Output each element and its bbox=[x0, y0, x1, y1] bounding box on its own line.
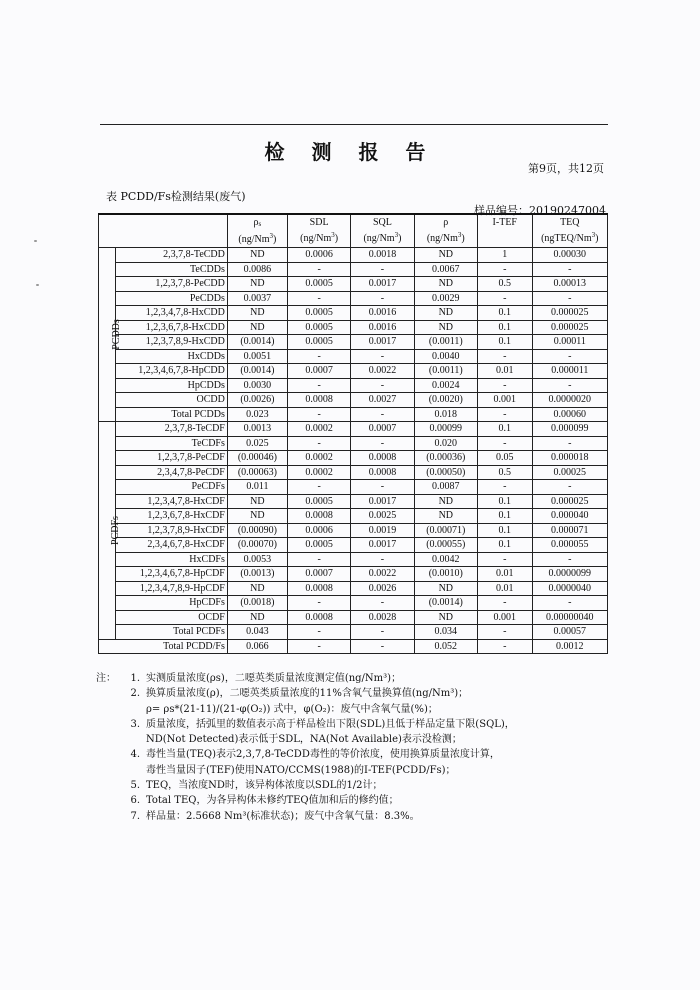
header-sql: SQL (ng/Nm$^3$) bbox=[351, 214, 414, 248]
value-cell: 0.000025 bbox=[532, 306, 607, 321]
value-cell: (0.0014) bbox=[227, 364, 287, 379]
value-cell: (0.00050) bbox=[414, 465, 477, 480]
value-cell: ND bbox=[414, 610, 477, 625]
value-cell: - bbox=[532, 291, 607, 306]
table-row bbox=[99, 596, 608, 611]
value-cell: 0.0006 bbox=[287, 248, 350, 263]
value-cell: (0.0020) bbox=[414, 393, 477, 408]
value-cell: 0.0008 bbox=[287, 610, 350, 625]
value-cell: - bbox=[351, 480, 414, 495]
value-cell: 0.0005 bbox=[287, 320, 350, 335]
table-row bbox=[99, 567, 608, 582]
value-cell: 0.00057 bbox=[532, 625, 607, 640]
table-row bbox=[99, 248, 608, 263]
value-cell: 0.0002 bbox=[287, 465, 350, 480]
value-cell: 0.0027 bbox=[351, 393, 414, 408]
compound-name-cell: HxCDDs bbox=[116, 349, 227, 364]
value-cell: 0.01 bbox=[477, 581, 532, 596]
header-blank bbox=[99, 214, 228, 248]
value-cell: - bbox=[477, 262, 532, 277]
value-cell: 0.0042 bbox=[414, 552, 477, 567]
header-rho: ρ (ng/Nm$^3$) bbox=[414, 214, 477, 248]
value-cell: 0.025 bbox=[227, 436, 287, 451]
value-cell: 0.0008 bbox=[287, 509, 350, 524]
value-cell: 0.0000099 bbox=[532, 567, 607, 582]
value-cell: 0.000025 bbox=[532, 320, 607, 335]
value-cell: 0.01 bbox=[477, 364, 532, 379]
value-cell: 0.1 bbox=[477, 320, 532, 335]
note-text: 样品量：2.5668 Nm³(标准状态)；废气中含氧气量：8.3%。 bbox=[146, 810, 420, 822]
value-cell: - bbox=[351, 596, 414, 611]
table-row bbox=[99, 494, 608, 509]
value-cell: 0.1 bbox=[477, 422, 532, 437]
value-cell: - bbox=[477, 436, 532, 451]
value-cell: 0.000011 bbox=[532, 364, 607, 379]
table-row bbox=[99, 393, 608, 408]
value-cell: ND bbox=[227, 320, 287, 335]
header-itef: I-TEF bbox=[477, 214, 532, 248]
group-pcdfs-label: PCDFs bbox=[109, 515, 121, 545]
value-cell: - bbox=[287, 291, 350, 306]
value-cell: 0.0016 bbox=[351, 320, 414, 335]
value-cell: (0.00071) bbox=[414, 523, 477, 538]
value-cell: ND bbox=[414, 248, 477, 263]
value-cell: 0.034 bbox=[414, 625, 477, 640]
value-cell: (0.00055) bbox=[414, 538, 477, 553]
value-cell: - bbox=[477, 625, 532, 640]
value-cell: - bbox=[532, 552, 607, 567]
value-cell: ND bbox=[227, 277, 287, 292]
results-table bbox=[98, 213, 608, 654]
table-row bbox=[99, 277, 608, 292]
note-line bbox=[96, 686, 616, 701]
value-cell: - bbox=[287, 596, 350, 611]
value-cell: 1 bbox=[477, 248, 532, 263]
table-row bbox=[99, 625, 608, 640]
compound-name-cell: 1,2,3,4,7,8-HxCDF bbox=[116, 494, 227, 509]
value-cell: - bbox=[532, 262, 607, 277]
value-cell: ND bbox=[414, 494, 477, 509]
value-cell: - bbox=[287, 639, 350, 654]
table-row bbox=[99, 306, 608, 321]
note-line bbox=[96, 732, 616, 747]
value-cell: 0.052 bbox=[414, 639, 477, 654]
value-cell: 0.00013 bbox=[532, 277, 607, 292]
value-cell: 0.0007 bbox=[351, 422, 414, 437]
value-cell: - bbox=[287, 436, 350, 451]
value-cell: - bbox=[351, 436, 414, 451]
compound-name-cell: Total PCDFs bbox=[116, 625, 227, 640]
note-line bbox=[96, 778, 616, 793]
table-row bbox=[99, 451, 608, 466]
note-line bbox=[96, 793, 616, 808]
table-row bbox=[99, 610, 608, 625]
value-cell: 0.0024 bbox=[414, 378, 477, 393]
value-cell: 0.1 bbox=[477, 306, 532, 321]
value-cell: 0.0008 bbox=[287, 581, 350, 596]
value-cell: (0.0026) bbox=[227, 393, 287, 408]
table-row bbox=[99, 320, 608, 335]
value-cell: 0.001 bbox=[477, 393, 532, 408]
value-cell: 0.000040 bbox=[532, 509, 607, 524]
header-rho-s: ρs (ng/Nm$^3$) bbox=[227, 214, 287, 248]
table-row bbox=[99, 291, 608, 306]
value-cell: - bbox=[351, 407, 414, 422]
value-cell: 0.0051 bbox=[227, 349, 287, 364]
compound-name-cell: PeCDDs bbox=[116, 291, 227, 306]
value-cell: ND bbox=[227, 494, 287, 509]
sample-number: 样品编号：20190247004 bbox=[474, 204, 606, 217]
compound-name-cell: OCDD bbox=[116, 393, 227, 408]
compound-name-cell: Total PCDDs bbox=[116, 407, 227, 422]
value-cell: 0.0017 bbox=[351, 335, 414, 350]
value-cell: 0.0017 bbox=[351, 494, 414, 509]
value-cell: 0.0016 bbox=[351, 306, 414, 321]
value-cell: - bbox=[532, 596, 607, 611]
scan-speck bbox=[34, 240, 37, 242]
value-cell: 0.1 bbox=[477, 494, 532, 509]
value-cell: 0.0017 bbox=[351, 538, 414, 553]
value-cell: (0.00046) bbox=[227, 451, 287, 466]
value-cell: - bbox=[477, 407, 532, 422]
table-row bbox=[99, 436, 608, 451]
value-cell: (0.0011) bbox=[414, 335, 477, 350]
value-cell: 0.001 bbox=[477, 610, 532, 625]
value-cell: 0.0000040 bbox=[532, 581, 607, 596]
value-cell: - bbox=[287, 625, 350, 640]
table-row bbox=[99, 581, 608, 596]
value-cell: 0.0029 bbox=[414, 291, 477, 306]
value-cell: - bbox=[477, 552, 532, 567]
table-row bbox=[99, 422, 608, 437]
value-cell: 0.0008 bbox=[351, 451, 414, 466]
compound-name-cell: 1,2,3,4,6,7,8-HpCDF bbox=[116, 567, 227, 582]
value-cell: ND bbox=[414, 509, 477, 524]
value-cell: ND bbox=[227, 509, 287, 524]
compound-name-cell: OCDF bbox=[116, 610, 227, 625]
value-cell: - bbox=[351, 262, 414, 277]
value-cell: 0.023 bbox=[227, 407, 287, 422]
value-cell: - bbox=[477, 291, 532, 306]
value-cell: 0.5 bbox=[477, 277, 532, 292]
value-cell: ND bbox=[414, 306, 477, 321]
value-cell: (0.0013) bbox=[227, 567, 287, 582]
value-cell: - bbox=[532, 436, 607, 451]
value-cell: (0.0010) bbox=[414, 567, 477, 582]
value-cell: 0.0040 bbox=[414, 349, 477, 364]
value-cell: 0.0005 bbox=[287, 306, 350, 321]
value-cell: 0.0030 bbox=[227, 378, 287, 393]
value-cell: 0.0000020 bbox=[532, 393, 607, 408]
value-cell: - bbox=[351, 291, 414, 306]
note-line bbox=[96, 747, 616, 762]
compound-name-cell: 2,3,7,8-TeCDD bbox=[116, 248, 227, 263]
note-number: 5. bbox=[130, 780, 140, 792]
table-row bbox=[99, 335, 608, 350]
note-text: 毒性当量因子(TEF)使用NATO/CCMS(1988)的I-TEF(PCDD/Fs)； bbox=[146, 764, 456, 776]
value-cell: - bbox=[532, 349, 607, 364]
value-cell: 0.0022 bbox=[351, 364, 414, 379]
value-cell: - bbox=[351, 639, 414, 654]
table-row bbox=[99, 407, 608, 422]
value-cell: - bbox=[287, 407, 350, 422]
value-cell: 0.0012 bbox=[532, 639, 607, 654]
compound-name-cell: 1,2,3,7,8-PeCDD bbox=[116, 277, 227, 292]
value-cell: 0.0053 bbox=[227, 552, 287, 567]
value-cell: 0.0018 bbox=[351, 248, 414, 263]
table-header-row bbox=[99, 214, 608, 248]
value-cell: 0.0007 bbox=[287, 364, 350, 379]
compound-name-cell: PeCDFs bbox=[116, 480, 227, 495]
value-cell: 0.0028 bbox=[351, 610, 414, 625]
value-cell: 0.00000040 bbox=[532, 610, 607, 625]
value-cell: ND bbox=[414, 277, 477, 292]
compound-name-cell: HpCDDs bbox=[116, 378, 227, 393]
compound-name-cell: 2,3,7,8-TeCDF bbox=[116, 422, 227, 437]
value-cell: 0.043 bbox=[227, 625, 287, 640]
table-row bbox=[99, 349, 608, 364]
value-cell: - bbox=[351, 625, 414, 640]
value-cell: 0.00030 bbox=[532, 248, 607, 263]
compound-name-cell: HpCDFs bbox=[116, 596, 227, 611]
compound-name-cell: HxCDFs bbox=[116, 552, 227, 567]
table-caption: 表 PCDD/Fs检测结果(废气) bbox=[106, 190, 246, 203]
value-cell: - bbox=[532, 480, 607, 495]
value-cell: (0.0018) bbox=[227, 596, 287, 611]
value-cell: ND bbox=[227, 581, 287, 596]
group-pcdds bbox=[99, 248, 122, 422]
page-title: 检 测 报 告 bbox=[264, 140, 436, 164]
value-cell: 0.0017 bbox=[351, 277, 414, 292]
value-cell: 0.018 bbox=[414, 407, 477, 422]
value-cell: 0.0005 bbox=[287, 335, 350, 350]
group-pcdds-label: PCDDs bbox=[110, 319, 122, 350]
note-text: ND(Not Detected)表示低于SDL，NA(Not Available)表示没检测； bbox=[146, 734, 462, 746]
scan-speck bbox=[36, 284, 39, 286]
compound-name-cell: 1,2,3,4,7,8-HxCDD bbox=[116, 306, 227, 321]
value-cell: 0.0006 bbox=[287, 523, 350, 538]
value-cell: ND bbox=[227, 248, 287, 263]
total-label-cell: Total PCDD/Fs bbox=[99, 639, 228, 654]
value-cell: 0.00025 bbox=[532, 465, 607, 480]
value-cell: 0.0002 bbox=[287, 422, 350, 437]
value-cell: ND bbox=[227, 610, 287, 625]
total-row bbox=[99, 639, 608, 654]
note-text: 换算质量浓度(ρ)，二噁英类质量浓度的11%含氧气量换算值(ng/Nm³)； bbox=[146, 688, 469, 700]
value-cell: 0.000071 bbox=[532, 523, 607, 538]
value-cell: 0.1 bbox=[477, 509, 532, 524]
value-cell: 0.0005 bbox=[287, 538, 350, 553]
value-cell: 0.011 bbox=[227, 480, 287, 495]
compound-name-cell: 2,3,4,7,8-PeCDF bbox=[116, 465, 227, 480]
value-cell: 0.0087 bbox=[414, 480, 477, 495]
value-cell: 0.000025 bbox=[532, 494, 607, 509]
value-cell: (0.0014) bbox=[227, 335, 287, 350]
value-cell: - bbox=[532, 378, 607, 393]
value-cell: - bbox=[287, 349, 350, 364]
table-row bbox=[99, 509, 608, 524]
note-number: 6. bbox=[130, 795, 140, 807]
compound-name-cell: 1,2,3,4,7,8,9-HpCDF bbox=[116, 581, 227, 596]
value-cell: - bbox=[287, 552, 350, 567]
value-cell: - bbox=[287, 378, 350, 393]
note-text: 实测质量浓度(ρs)，二噁英类质量浓度测定值(ng/Nm³)； bbox=[146, 673, 402, 684]
table-row bbox=[99, 378, 608, 393]
value-cell: (0.00070) bbox=[227, 538, 287, 553]
value-cell: 0.01 bbox=[477, 567, 532, 582]
value-cell: 0.0067 bbox=[414, 262, 477, 277]
table-row bbox=[99, 523, 608, 538]
value-cell: 0.1 bbox=[477, 335, 532, 350]
value-cell: 0.00060 bbox=[532, 407, 607, 422]
header-rule bbox=[100, 124, 608, 125]
note-line bbox=[96, 809, 616, 824]
table-row bbox=[99, 552, 608, 567]
compound-name-cell: TeCDFs bbox=[116, 436, 227, 451]
value-cell: 0.05 bbox=[477, 451, 532, 466]
value-cell: (0.00090) bbox=[227, 523, 287, 538]
compound-name-cell: 1,2,3,7,8-PeCDF bbox=[116, 451, 227, 466]
note-number: 7. bbox=[130, 810, 140, 822]
value-cell: (0.0014) bbox=[414, 596, 477, 611]
value-cell: ND bbox=[227, 306, 287, 321]
value-cell: 0.066 bbox=[227, 639, 287, 654]
value-cell: 0.0022 bbox=[351, 567, 414, 582]
value-cell: 0.020 bbox=[414, 436, 477, 451]
note-line bbox=[96, 763, 616, 778]
header-sdl: SDL (ng/Nm$^3$) bbox=[287, 214, 350, 248]
note-text: TEQ，当浓度ND时，该异构体浓度以SDL的1/2计； bbox=[146, 780, 383, 792]
value-cell: 0.0005 bbox=[287, 277, 350, 292]
value-cell: 0.0007 bbox=[287, 567, 350, 582]
value-cell: 0.0002 bbox=[287, 451, 350, 466]
value-cell: 0.0008 bbox=[351, 465, 414, 480]
compound-name-cell: 1,2,3,7,8,9-HxCDF bbox=[116, 523, 227, 538]
value-cell: - bbox=[477, 378, 532, 393]
value-cell: (0.00063) bbox=[227, 465, 287, 480]
value-cell: 0.1 bbox=[477, 523, 532, 538]
table-row bbox=[99, 262, 608, 277]
value-cell: - bbox=[477, 480, 532, 495]
note-text: ρ= ρs*(21-11)/(21-φ(O₂)) 式中，φ(O₂)：废气中含氧气量(%)； bbox=[146, 703, 438, 715]
note-text: 质量浓度，括弧里的数值表示高于样品检出下限(SDL)且低于样品定量下限(SQL)， bbox=[146, 718, 515, 730]
table-row bbox=[99, 538, 608, 553]
note-number: 3. bbox=[130, 718, 140, 730]
value-cell: 0.1 bbox=[477, 538, 532, 553]
note-number: 2. bbox=[130, 688, 140, 700]
header-teq: TEQ (ngTEQ/Nm$^3$) bbox=[532, 214, 607, 248]
note-line bbox=[96, 717, 616, 732]
value-cell: - bbox=[477, 349, 532, 364]
value-cell: 0.0019 bbox=[351, 523, 414, 538]
value-cell: - bbox=[477, 639, 532, 654]
notes-section bbox=[96, 671, 616, 824]
compound-name-cell: 1,2,3,6,7,8-HxCDF bbox=[116, 509, 227, 524]
value-cell: (0.0011) bbox=[414, 364, 477, 379]
value-cell: 0.00099 bbox=[414, 422, 477, 437]
value-cell: 0.0005 bbox=[287, 494, 350, 509]
page-number: 第9页，共12页 bbox=[528, 162, 604, 175]
value-cell: - bbox=[477, 596, 532, 611]
note-text: 毒性当量(TEQ)表示2,3,7,8-TeCDD毒性的等价浓度，使用换算质量浓度计算， bbox=[146, 749, 500, 761]
note-line bbox=[96, 671, 616, 686]
compound-name-cell: TeCDDs bbox=[116, 262, 227, 277]
notes-label: 注： bbox=[96, 673, 116, 684]
note-line bbox=[96, 702, 616, 717]
note-text: Total TEQ，为各异构体未修约TEQ值加和后的修约值； bbox=[146, 795, 399, 807]
value-cell: 0.0026 bbox=[351, 581, 414, 596]
value-cell: 0.0025 bbox=[351, 509, 414, 524]
value-cell: 0.0008 bbox=[287, 393, 350, 408]
value-cell: - bbox=[351, 378, 414, 393]
value-cell: 0.0037 bbox=[227, 291, 287, 306]
value-cell: - bbox=[287, 480, 350, 495]
compound-name-cell: 1,2,3,4,6,7,8-HpCDD bbox=[116, 364, 227, 379]
value-cell: 0.00011 bbox=[532, 335, 607, 350]
value-cell: - bbox=[287, 262, 350, 277]
value-cell: 0.000018 bbox=[532, 451, 607, 466]
table-row bbox=[99, 364, 608, 379]
value-cell: 0.000099 bbox=[532, 422, 607, 437]
note-number: 4. bbox=[130, 749, 140, 761]
value-cell: 0.0013 bbox=[227, 422, 287, 437]
value-cell: - bbox=[351, 552, 414, 567]
group-pcdfs bbox=[99, 422, 121, 640]
compound-name-cell: 1,2,3,6,7,8-HxCDD bbox=[116, 320, 227, 335]
value-cell: ND bbox=[414, 581, 477, 596]
value-cell: (0.00036) bbox=[414, 451, 477, 466]
compound-name-cell: 2,3,4,6,7,8-HxCDF bbox=[116, 538, 227, 553]
table-row bbox=[99, 465, 608, 480]
value-cell: 0.5 bbox=[477, 465, 532, 480]
value-cell: ND bbox=[414, 320, 477, 335]
value-cell: 0.000055 bbox=[532, 538, 607, 553]
value-cell: 0.0086 bbox=[227, 262, 287, 277]
note-number: 1. bbox=[130, 673, 140, 684]
compound-name-cell: 1,2,3,7,8,9-HxCDD bbox=[116, 335, 227, 350]
table-row bbox=[99, 480, 608, 495]
value-cell: - bbox=[351, 349, 414, 364]
